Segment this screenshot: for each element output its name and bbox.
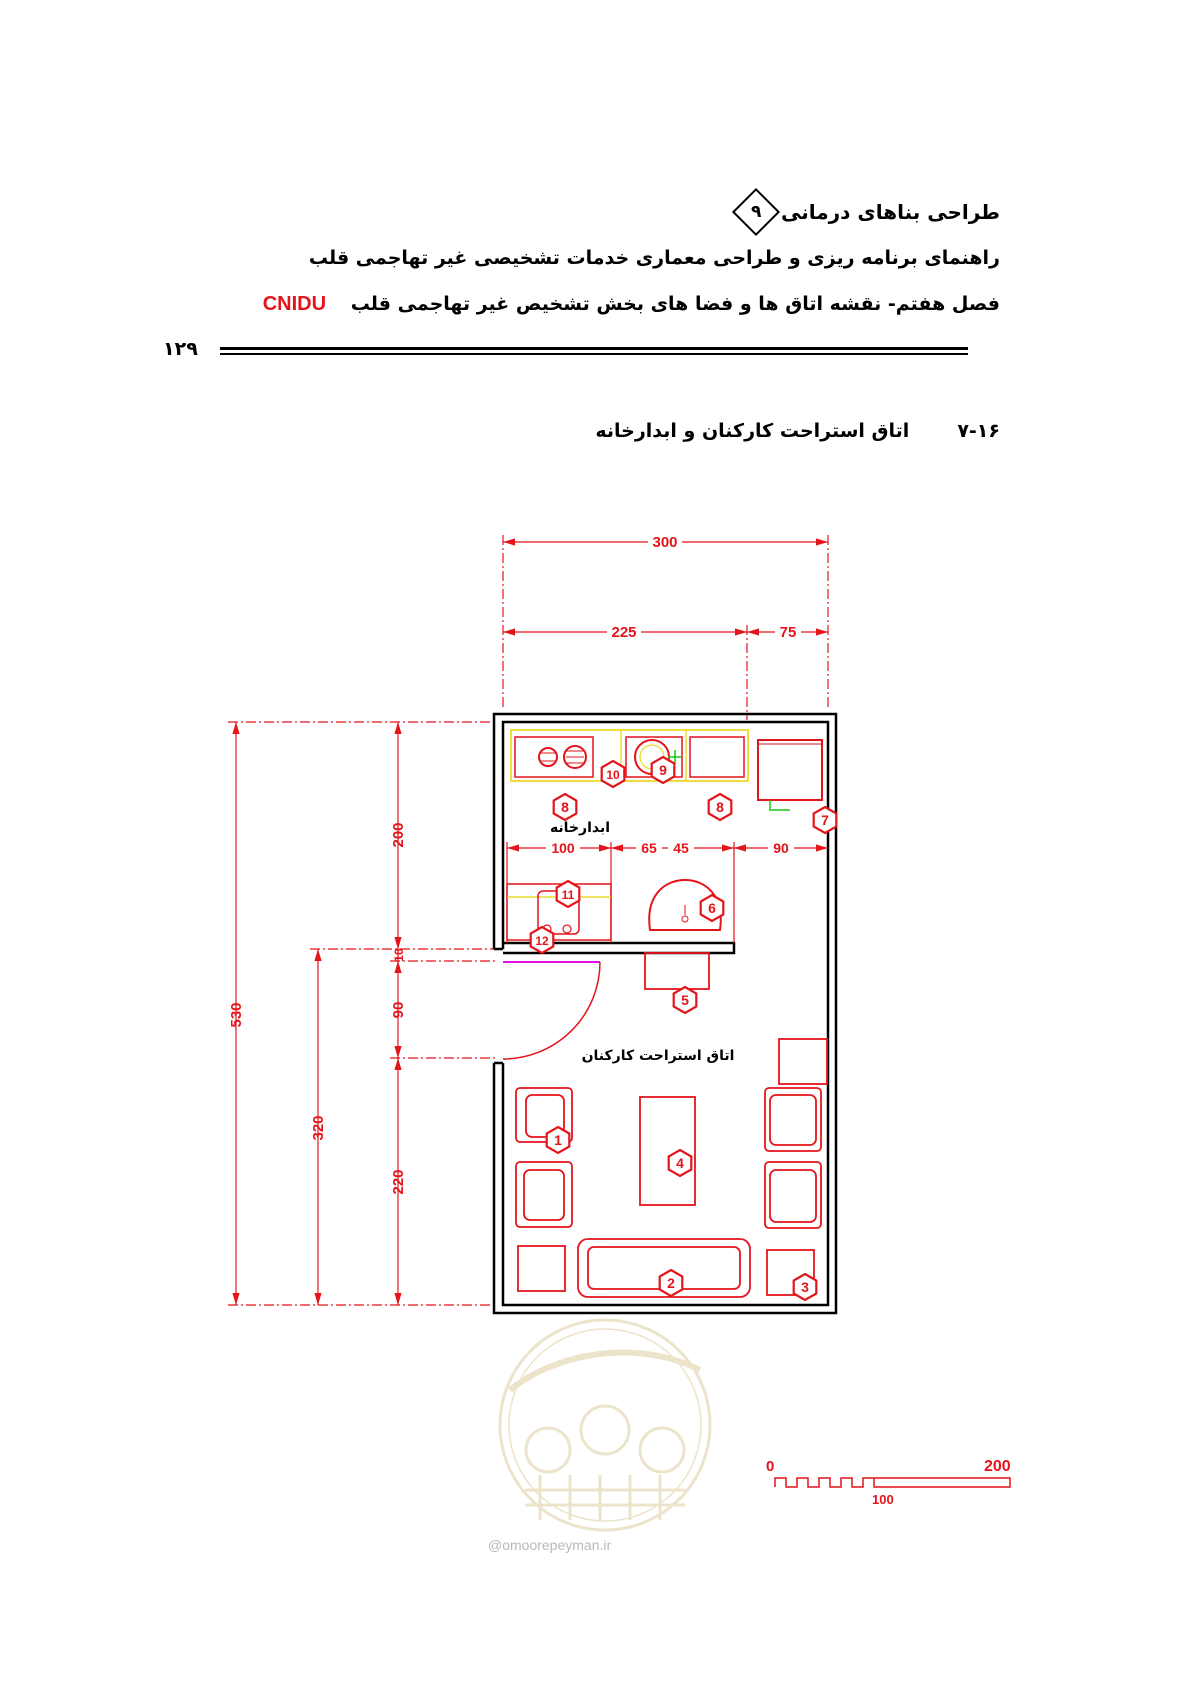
dim-top-left: 225 bbox=[611, 624, 637, 641]
volume-number: ۹ bbox=[750, 202, 762, 223]
dim-wall: 10 bbox=[392, 948, 406, 962]
equipment-tag-2: 2 bbox=[667, 1275, 675, 1291]
unit-code: CNIDU bbox=[262, 293, 327, 315]
book-subtitle: راهنمای برنامه ریزی و طراحی معماری خدمات تشخیصی غیر تهاجمی قلب bbox=[308, 247, 1000, 269]
equipment-tag-1: 1 bbox=[554, 1132, 562, 1148]
equipment-tag-9: 9 bbox=[659, 762, 667, 778]
scale-mid: 100 bbox=[872, 1492, 894, 1507]
equipment-tag-8: 8 bbox=[561, 799, 569, 815]
scale-start: 0 bbox=[766, 1458, 775, 1475]
staff-lounge-label: اتاق استراحت کارکنان bbox=[581, 1048, 735, 1064]
equipment-tag-7: 7 bbox=[821, 812, 829, 828]
pantry-label: ابدارخانه bbox=[549, 820, 611, 836]
dim-counter-c: 45 bbox=[673, 840, 689, 856]
dim-counter-d: 90 bbox=[773, 840, 789, 856]
dim-lower-room: 220 bbox=[390, 1169, 407, 1195]
equipment-tag-11: 11 bbox=[561, 888, 575, 902]
dim-counter-b: 65 bbox=[641, 840, 657, 856]
dim-lower-left: 320 bbox=[310, 1115, 327, 1141]
section-number: ۷-۱۶ bbox=[957, 420, 1000, 442]
equipment-tag-10: 10 bbox=[606, 768, 620, 782]
equipment-tag-8: 8 bbox=[716, 799, 724, 815]
section-title: اتاق استراحت کارکنان و ابدارخانه bbox=[595, 420, 910, 442]
dim-counter-a: 100 bbox=[551, 840, 575, 856]
equipment-tag-5: 5 bbox=[681, 992, 689, 1008]
equipment-tag-4: 4 bbox=[676, 1155, 684, 1171]
dim-door: 90 bbox=[390, 1001, 407, 1019]
equipment-tag-6: 6 bbox=[708, 900, 716, 916]
dim-overall-height: 530 bbox=[228, 1002, 245, 1028]
page-number: ۱۲۹ bbox=[163, 338, 198, 360]
watermark-url: @omoorepeyman.ir bbox=[488, 1537, 612, 1553]
dim-top-right: 75 bbox=[779, 624, 797, 641]
watermark-seal bbox=[500, 1320, 710, 1530]
series-title-text: طراحی بناهای درمانی bbox=[780, 200, 1000, 224]
chapter-title-text: فصل هفتم- نقشه اتاق ها و فضا های بخش تشخیص غیر تهاجمی قلب bbox=[350, 293, 1000, 315]
dim-pantry-depth: 200 bbox=[390, 822, 407, 848]
dim-overall-width: 300 bbox=[652, 534, 678, 551]
scale-end: 200 bbox=[984, 1458, 1011, 1475]
equipment-tag-3: 3 bbox=[801, 1279, 809, 1295]
equipment-tag-12: 12 bbox=[535, 934, 549, 948]
